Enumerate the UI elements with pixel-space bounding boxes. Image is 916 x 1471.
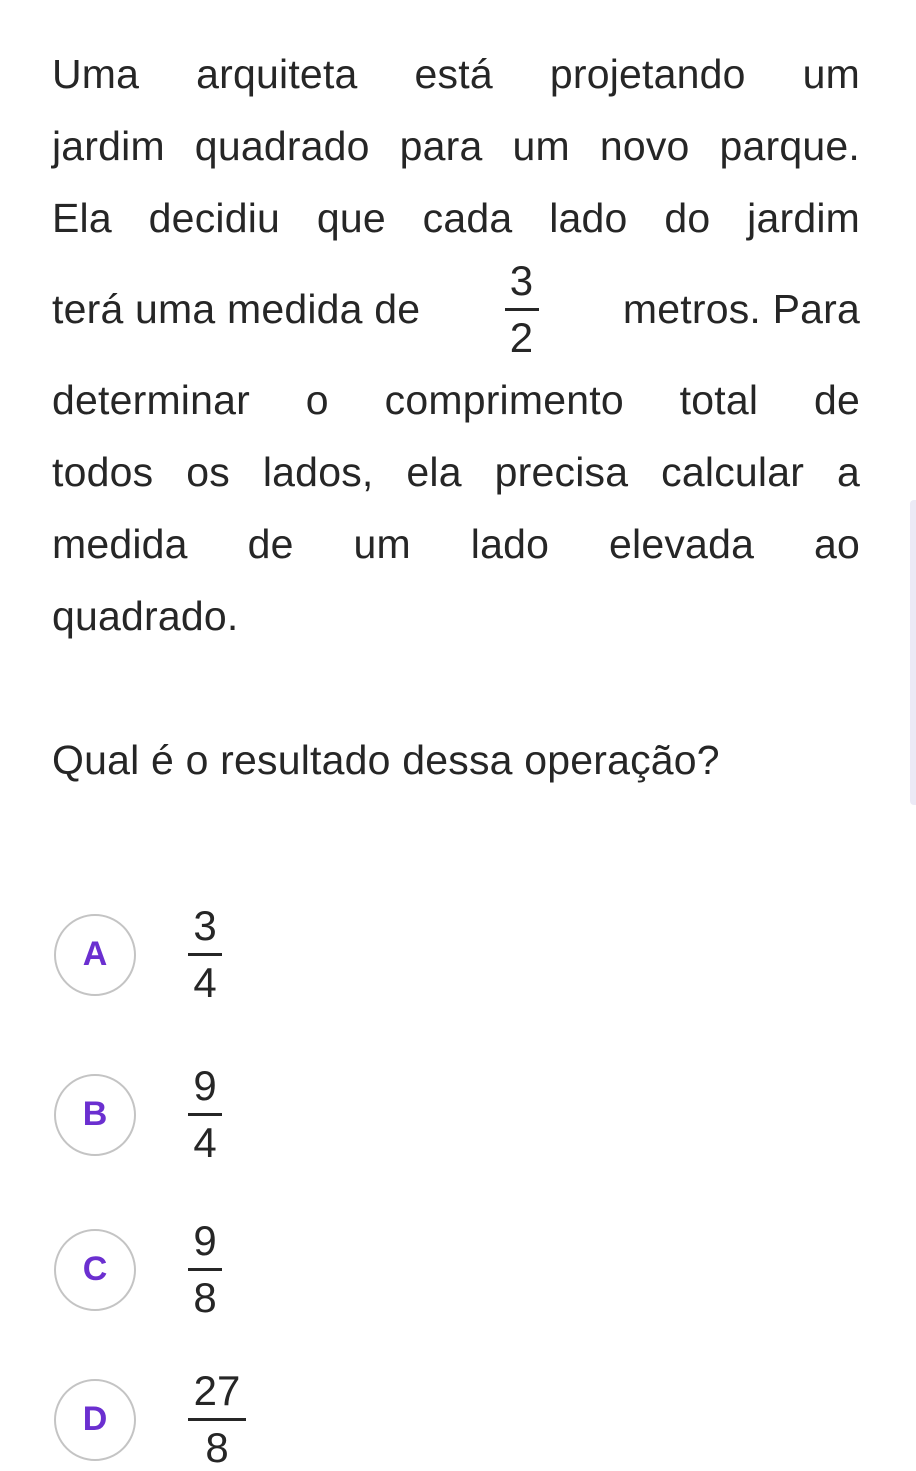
- option-d-denominator: 8: [205, 1424, 229, 1471]
- option-d-numerator: 27: [193, 1367, 241, 1414]
- question-line-2: jardim quadrado para um novo parque.: [52, 123, 860, 169]
- option-a-numerator: 3: [193, 902, 217, 949]
- option-d-letter[interactable]: D: [54, 1379, 136, 1461]
- question-line-5: determinar o comprimento total de: [52, 377, 860, 423]
- side-length-fraction: [504, 256, 540, 361]
- option-b-letter[interactable]: B: [54, 1074, 136, 1156]
- option-c-denominator: 8: [193, 1274, 217, 1321]
- option-b[interactable]: [54, 1062, 222, 1166]
- question-line-7: medida de um lado elevada ao: [52, 521, 860, 567]
- fraction-bar: [188, 1113, 222, 1116]
- option-b-numerator: 9: [193, 1062, 217, 1109]
- side-length-denominator: 2: [509, 313, 534, 361]
- option-c[interactable]: [54, 1217, 222, 1321]
- option-c-fraction: [188, 1217, 222, 1321]
- question-text: [52, 38, 860, 796]
- option-c-numerator: 9: [193, 1217, 217, 1264]
- option-a-denominator: 4: [193, 959, 217, 1006]
- option-a-fraction: [188, 902, 222, 1006]
- question-line-6: todos os lados, ela precisa calcular a: [52, 449, 860, 495]
- question-line-fraction: [52, 254, 860, 364]
- side-length-numerator: 3: [509, 256, 534, 304]
- option-d-fraction: [188, 1367, 246, 1471]
- question-line-8: quadrado.: [52, 593, 239, 639]
- scrollbar[interactable]: [910, 500, 916, 805]
- question-line-3: Ela decidiu que cada lado do jardim: [52, 195, 860, 241]
- fraction-bar: [188, 1418, 246, 1421]
- question-line-1: Uma arquiteta está projetando um: [52, 51, 860, 97]
- fraction-bar: [188, 1268, 222, 1271]
- option-a[interactable]: [54, 902, 222, 1006]
- question-prompt: Qual é o resultado dessa operação?: [52, 737, 720, 783]
- fraction-bar: [188, 953, 222, 956]
- question-line-4-end: metros. Para: [622, 286, 860, 332]
- option-b-denominator: 4: [193, 1119, 217, 1166]
- option-c-letter[interactable]: C: [54, 1229, 136, 1311]
- option-d[interactable]: [54, 1367, 246, 1471]
- option-a-letter[interactable]: A: [54, 914, 136, 996]
- option-b-fraction: [188, 1062, 222, 1166]
- question-line-4-start: terá uma medida de: [52, 286, 421, 332]
- fraction-bar: [505, 308, 539, 311]
